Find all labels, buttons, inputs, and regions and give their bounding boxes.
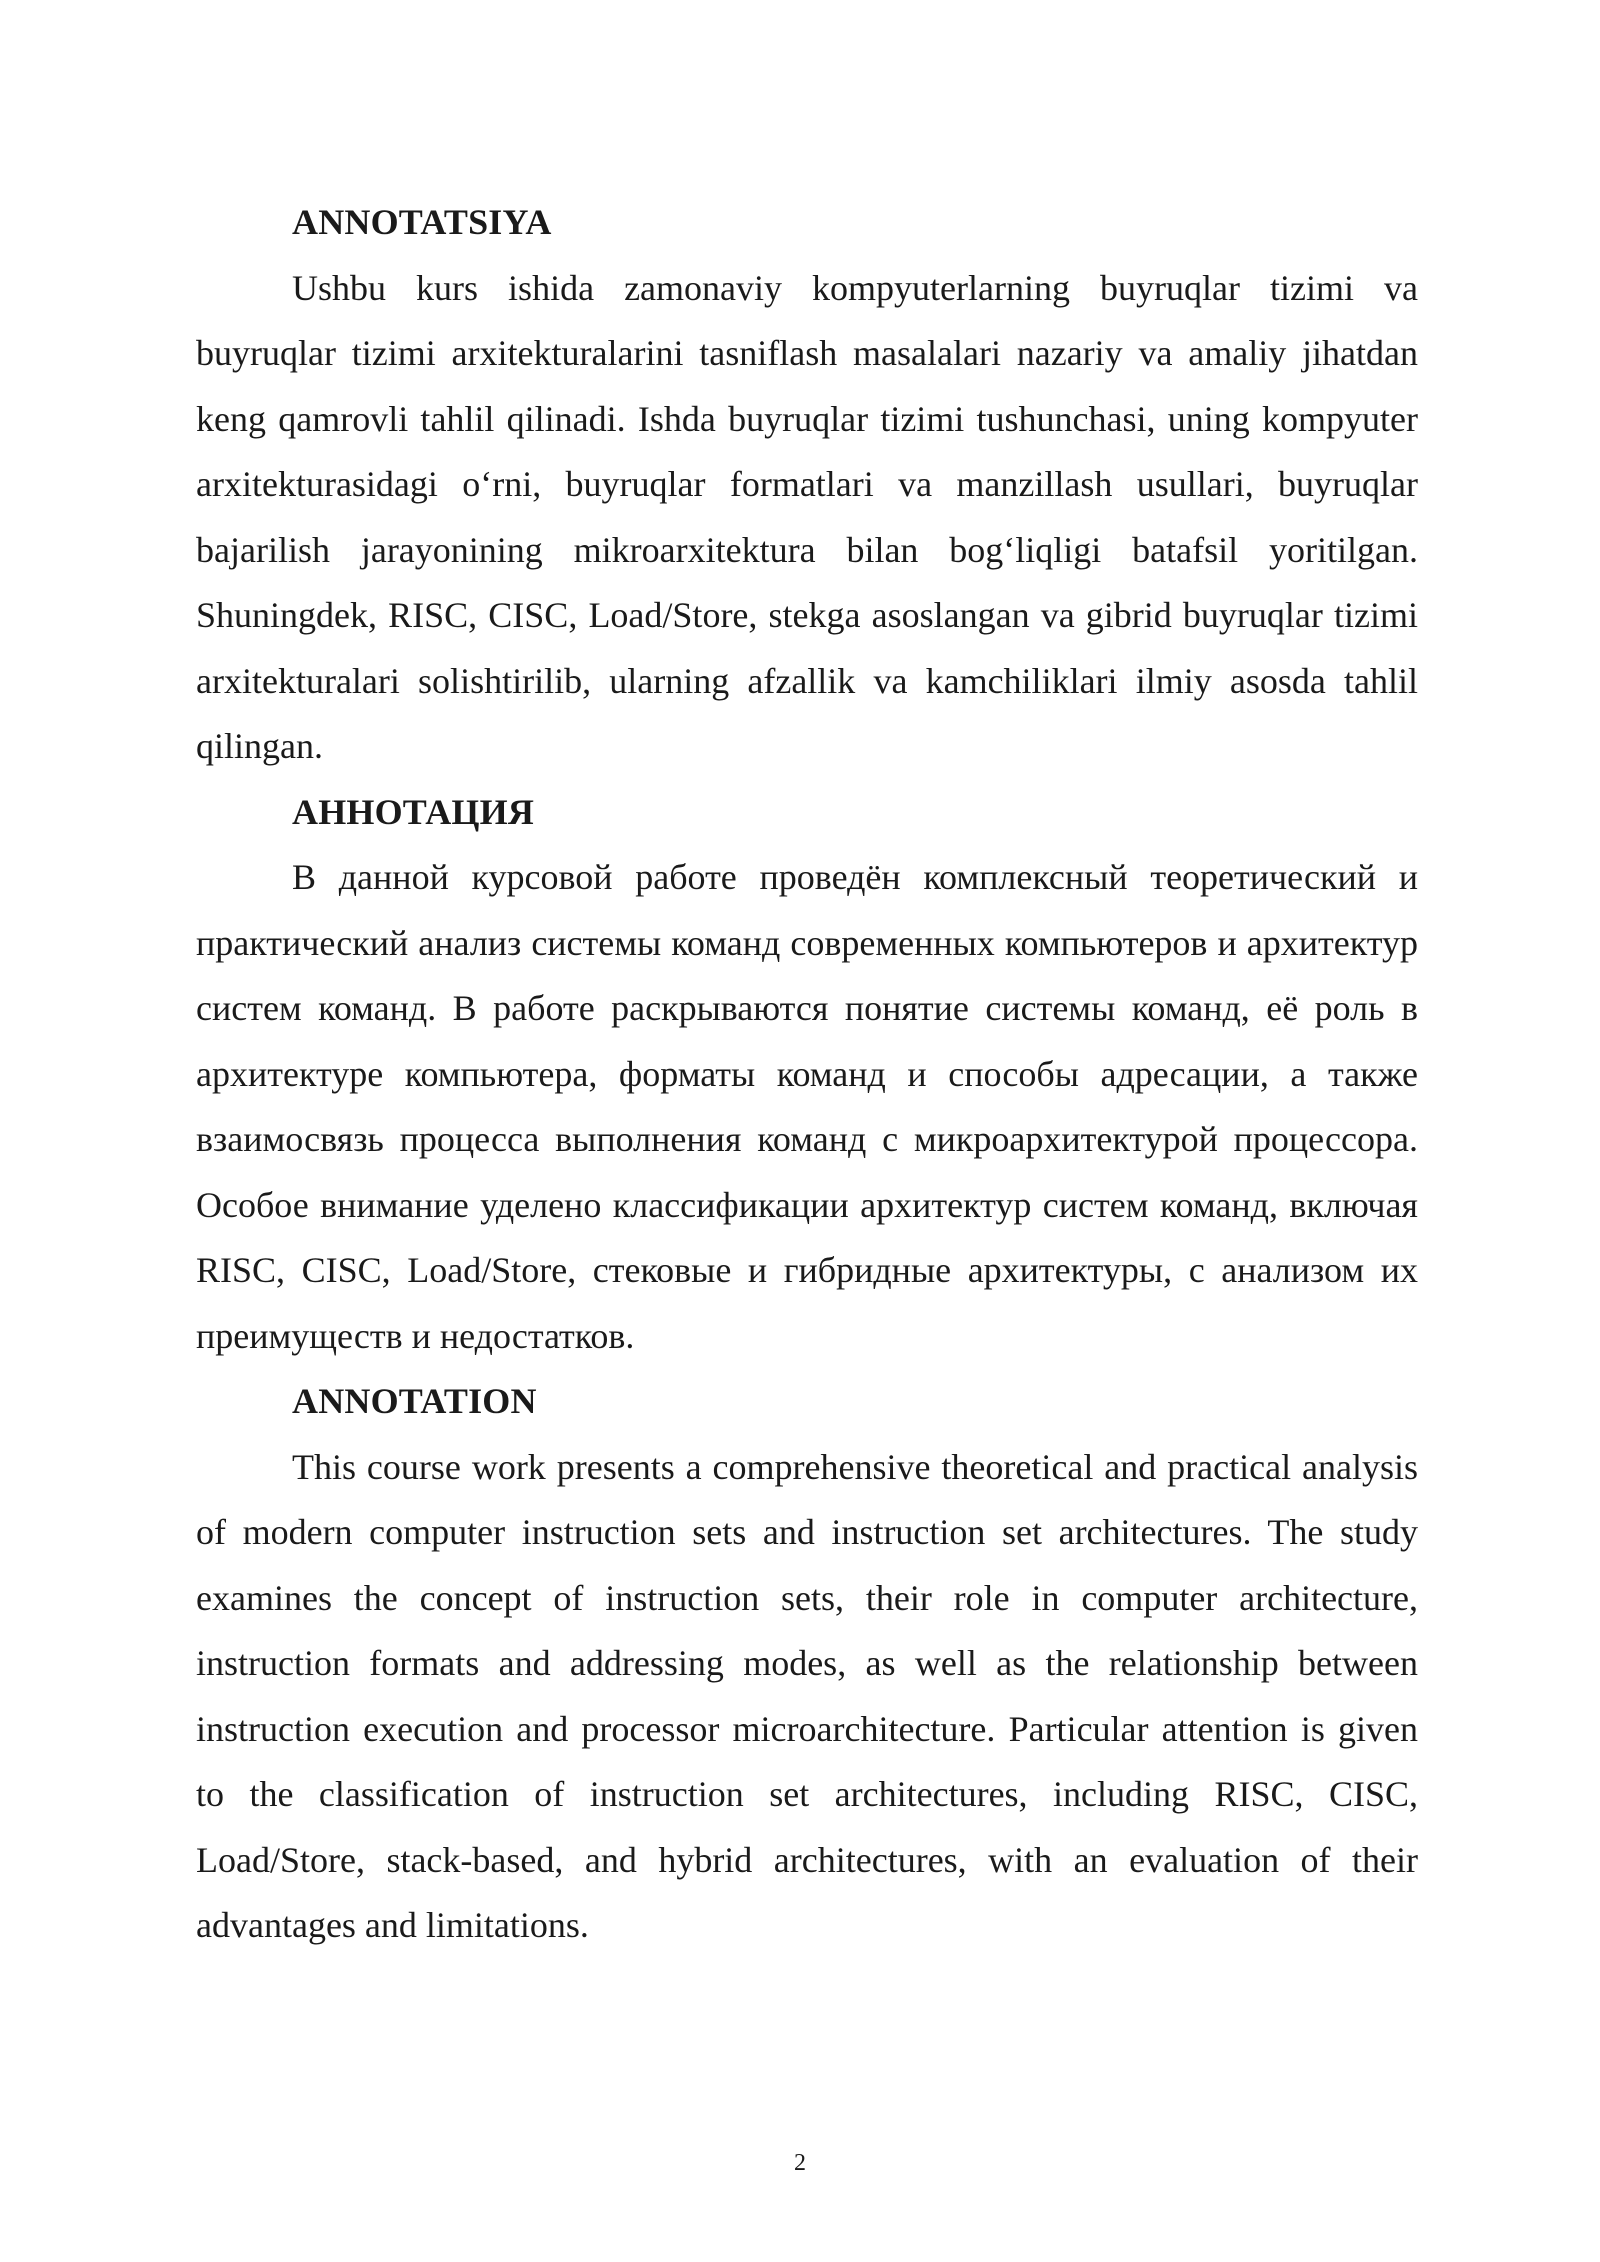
heading-english: ANNOTATION — [292, 1381, 537, 1421]
heading-russian: АННОТАЦИЯ — [292, 791, 535, 832]
paragraph-english: This course work presents a comprehensive theoretical and practical analysis of modern computer instruction sets and instruction set architectures. The study examines the concept of instruction sets, their role in computer architecture, instruction formats and addressing modes, as well as the relationship between instruction execution and processor microarchitecture. Particular attention is given to the classification of instruction set architectures, including RISC, CISC, Load/Store, stack-based, and hybrid architectures, with an evaluation of their advantages and limitations. — [196, 1446, 1418, 1945]
heading-uzbek: ANNOTATSIYA — [292, 202, 552, 242]
paragraph-uzbek: Ushbu kurs ishida zamonaviy kompyuterlarning buyruqlar tizimi va buyruqlar tizimi arxitekturalarini tasniflash masalalari nazariy va amaliy jihatdan keng qamrovli tahlil qilinadi. Ishda buyruqlar tizimi tushunchasi, uning kompyuter arxitekturasidagi o‘rni, buyruqlar formatlari va manzillash usullari, buyruqlar bajarilish jarayonining mikroarxitektura bilan bog‘liqligi batafsil yoritilgan. Shuningdek, RISC, CISC, Load/Store, stekga asoslangan va gibrid buyruqlar tizimi arxitekturalari solishtirilib, ularning afzallik va kamchiliklari ilmiy asosda tahlil qilingan. — [196, 267, 1418, 766]
paragraph-russian: В данной курсовой работе проведён комплексный теоретический и практический анализ системы команд современных компьютеров и архитектур систем команд. В работе раскрываются понятие системы команд, её роль в архитектуре компьютера, форматы команд и способы адресации, а также взаимосвязь процесса выполнения команд с микроархитектурой процессора. Особое внимание уделено классификации архитектур систем команд, включая RISC, CISC, Load/Store, стековые и гибридные архитектуры, с анализом их преимуществ и недостатков. — [196, 857, 1418, 1356]
page-content — [196, 190, 1418, 1959]
page-number: 2 — [794, 2150, 806, 2176]
